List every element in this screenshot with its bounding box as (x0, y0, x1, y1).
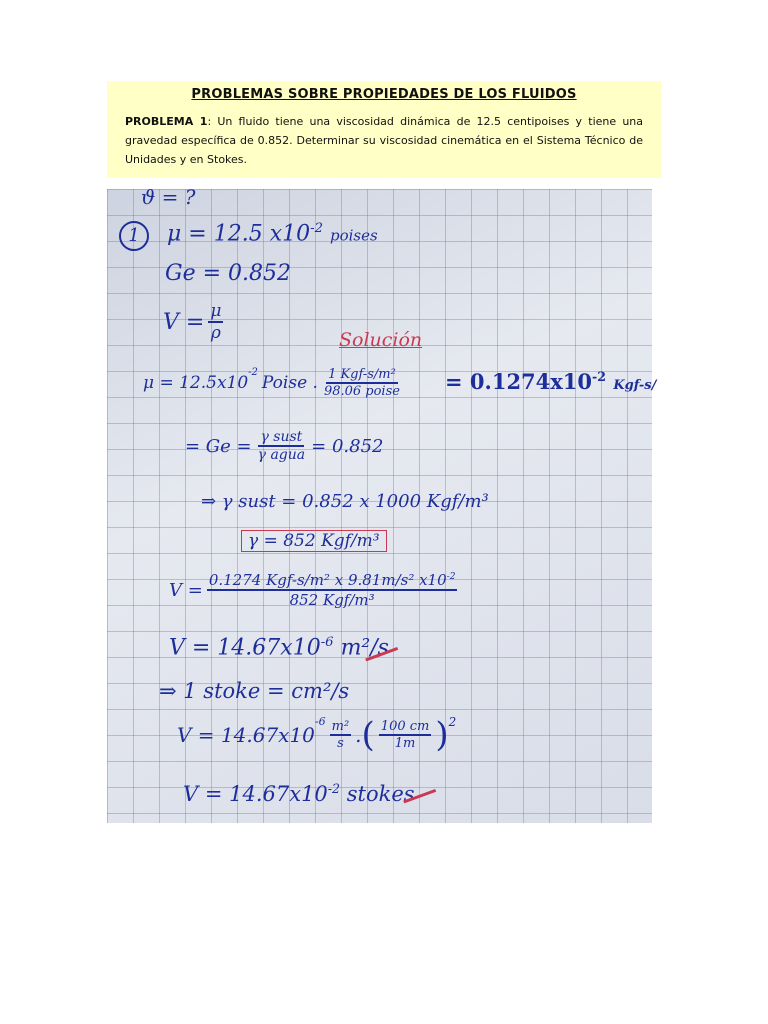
hw-gamma-calc: ⇒ γ sust = 0.852 x 1000 Kgf/m³ (201, 491, 489, 512)
hw-mu-conversion: μ = 12.5x10 $^{-2}$ Poise . $\frac{\text{1 Kgf-s/m²}}{\text{98.06 poise}}$ (143, 367, 400, 399)
hw-v-result: $V = 14.67x10^{-6}$ m²/s (169, 635, 389, 661)
handwritten-solution-photo (107, 185, 657, 823)
hw-top-mark: ϑ = ? (141, 185, 196, 209)
hw-problem-number: 1 (119, 221, 149, 251)
hw-mu-result: = $0.1274x10^{-2}$ Kgf-s/ (445, 369, 657, 394)
hw-v-conversion: V = 14.67x10 $^{-6}$ $\frac{\text{m²}}{s}$ . ( $\frac{100 cm}{1m}$ ) $^2$ (177, 715, 457, 755)
problem-body: : Un fluido tiene una viscosidad dinámica de 12.5 centipoises y tiene una gravedad específica de 0.852. Determinar su viscosidad cinemática en el Sistema Técnico de Unidades y en Stokes. (125, 115, 644, 166)
hw-ge-given: Ge = 0.852 (165, 261, 291, 286)
problem-label: PROBLEMA 1 (125, 115, 208, 128)
hw-stoke-definition: ⇒ 1 stoke = cm²/s (159, 679, 350, 703)
hw-mu-given: μ = 12.5 $x10^{-2}$ poises (167, 221, 378, 247)
problem-statement-box (107, 81, 661, 178)
hw-solucion-heading: Solución (339, 329, 423, 351)
problem-statement (125, 112, 643, 169)
hw-v-calc: V = $\frac{0.1274 Kgf-s/m^2 x 9.81m/s^2 x10^{-2}}{\text{852 Kgf/m³}}$ (169, 571, 456, 609)
hw-v-final: $V = 14.67x10^{-2}$ stokes (183, 781, 415, 806)
document-title: PROBLEMAS SOBRE PROPIEDADES DE LOS FLUIDOS (191, 87, 577, 102)
hw-v-formula: V = $\frac{\mu}{\rho}$ (163, 301, 222, 343)
hw-gamma-result: γ = 852 Kgf/m³ (241, 531, 387, 551)
hw-ge-relation: = Ge = $\frac{\text{γ sust}}{\text{γ agua}}$ = 0.852 (185, 429, 384, 463)
